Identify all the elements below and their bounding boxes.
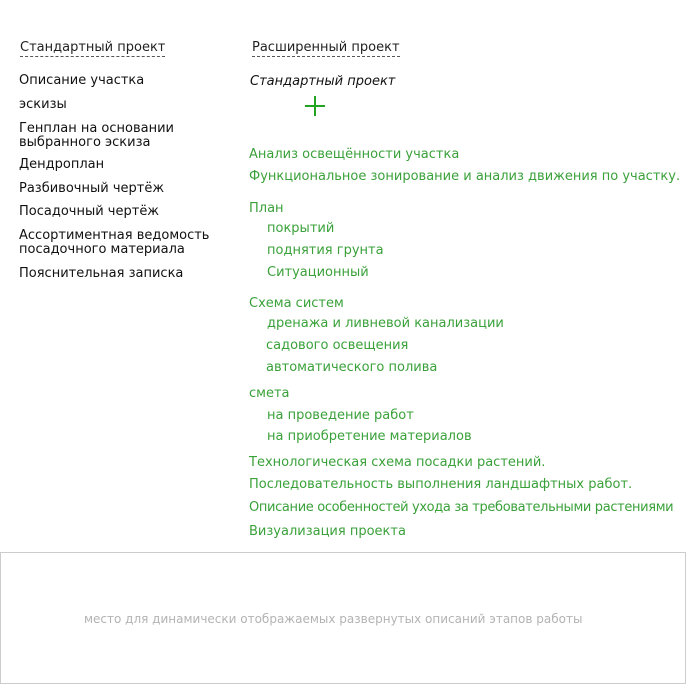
extended-item[interactable]: Функциональное зонирование и анализ движения по участку.: [249, 169, 681, 184]
extended-subitem[interactable]: садового освещения: [266, 338, 409, 353]
extended-item[interactable]: Последовательность выполнения ландшафтных работ.: [249, 477, 633, 492]
extended-subtitle: Стандартный проект: [250, 74, 396, 89]
extended-subitem[interactable]: покрытий: [267, 221, 335, 236]
list-item: Ассортиментная ведомость посадочного материала: [19, 228, 210, 257]
list-item: Генплан на основании выбранного эскиза: [19, 121, 175, 150]
list-item: Описание участка: [19, 73, 145, 88]
extended-subitem[interactable]: дренажа и ливневой канализации: [267, 316, 504, 331]
extended-subitem[interactable]: на проведение работ: [267, 408, 414, 423]
extended-item[interactable]: Анализ освещённости участка: [249, 147, 460, 162]
plus-icon[interactable]: [303, 94, 327, 118]
extended-subitem[interactable]: на приобретение материалов: [267, 429, 472, 444]
list-item: эскизы: [19, 97, 67, 112]
list-item: Пояснительная записка: [19, 266, 184, 281]
extended-subitem[interactable]: автоматического полива: [266, 360, 438, 375]
list-item: Дендроплан: [19, 157, 105, 172]
extended-subitem[interactable]: Ситуационный: [267, 265, 369, 280]
tab-standard-project[interactable]: Стандартный проект: [20, 40, 166, 55]
tab-extended-project[interactable]: Расширенный проект: [252, 40, 400, 55]
list-item: Разбивочный чертёж: [19, 181, 165, 196]
list-item: Посадочный чертёж: [19, 204, 160, 219]
extended-item[interactable]: Технологическая схема посадки растений.: [249, 455, 546, 470]
extended-item[interactable]: смета: [249, 386, 290, 401]
extended-item[interactable]: План: [249, 201, 284, 216]
extended-subitem[interactable]: поднятия грунта: [267, 243, 384, 258]
extended-item[interactable]: Визуализация проекта: [249, 524, 406, 539]
extended-item[interactable]: Описание особенностей ухода за требовательными растениями: [249, 500, 674, 515]
extended-item[interactable]: Схема систем: [249, 296, 344, 311]
description-placeholder: место для динамически отображаемых развернутых описаний этапов работы: [84, 612, 583, 626]
